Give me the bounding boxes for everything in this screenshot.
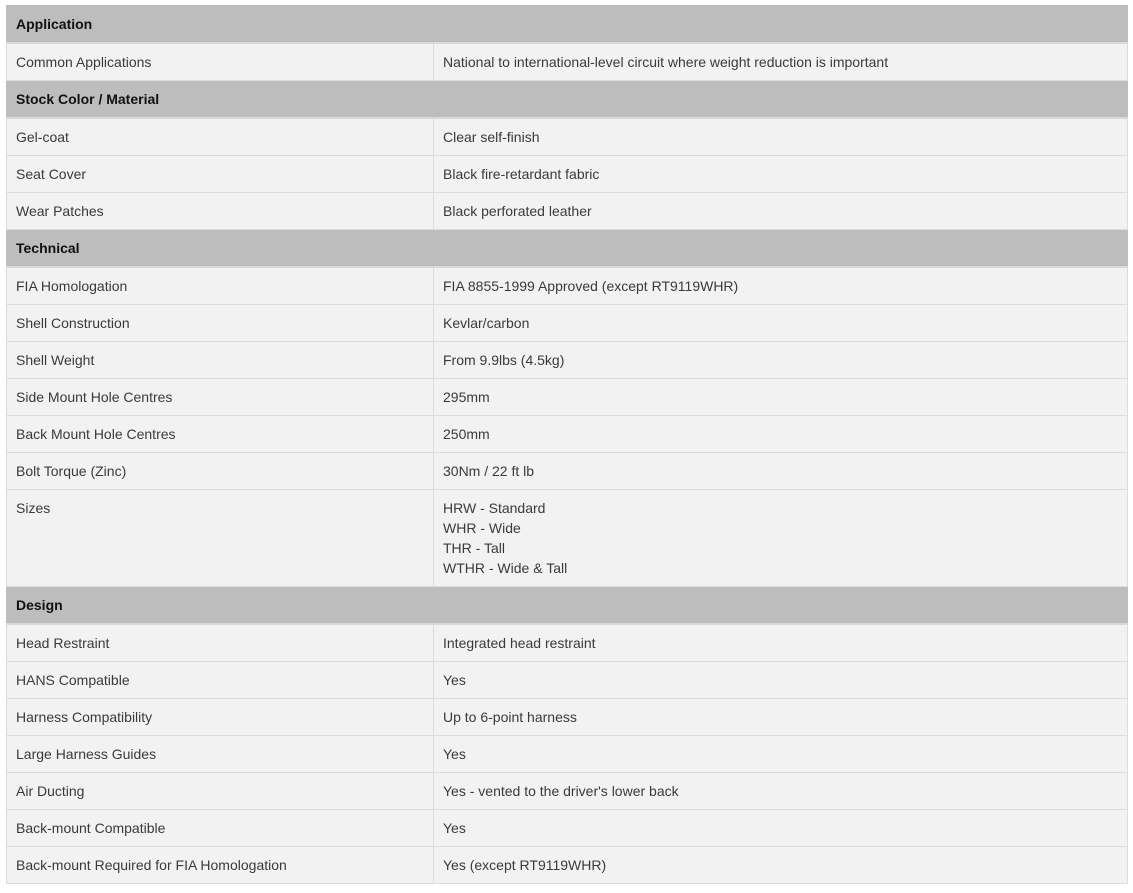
row-label: Air Ducting xyxy=(7,773,434,810)
row-value: Kevlar/carbon xyxy=(434,305,1128,342)
section-title: Technical xyxy=(7,230,1128,268)
row-label: Back Mount Hole Centres xyxy=(7,416,434,453)
section-header-application xyxy=(7,6,1128,44)
row-label: Shell Construction xyxy=(7,305,434,342)
row-label: Seat Cover xyxy=(7,156,434,193)
section-header-design xyxy=(7,587,1128,625)
table-row-sizes xyxy=(7,490,1128,587)
row-label: Bolt Torque (Zinc) xyxy=(7,453,434,490)
size-option: WHR - Wide xyxy=(443,520,521,536)
section-header-stock-color-material xyxy=(7,81,1128,119)
table-row xyxy=(7,342,1128,379)
table-row xyxy=(7,699,1128,736)
row-value: Yes (except RT9119WHR) xyxy=(434,847,1128,884)
row-value: Black perforated leather xyxy=(434,193,1128,230)
table-row xyxy=(7,810,1128,847)
row-label: Back-mount Compatible xyxy=(7,810,434,847)
row-value: From 9.9lbs (4.5kg) xyxy=(434,342,1128,379)
row-value: 295mm xyxy=(434,379,1128,416)
table-row xyxy=(7,624,1128,662)
row-value: 30Nm / 22 ft lb xyxy=(434,453,1128,490)
row-label: Harness Compatibility xyxy=(7,699,434,736)
row-value: National to international-level circuit where weight reduction is important xyxy=(434,43,1128,81)
row-value: Clear self-finish xyxy=(434,118,1128,156)
row-value: Yes - vented to the driver's lower back xyxy=(434,773,1128,810)
table-row xyxy=(7,193,1128,230)
table-row xyxy=(7,662,1128,699)
row-label: Gel-coat xyxy=(7,118,434,156)
row-value: Integrated head restraint xyxy=(434,624,1128,662)
row-label: HANS Compatible xyxy=(7,662,434,699)
row-label: Shell Weight xyxy=(7,342,434,379)
row-value: Yes xyxy=(434,736,1128,773)
table-row xyxy=(7,847,1128,884)
size-option: THR - Tall xyxy=(443,540,505,556)
row-value: Black fire-retardant fabric xyxy=(434,156,1128,193)
table-row xyxy=(7,736,1128,773)
table-row xyxy=(7,267,1128,305)
section-title: Design xyxy=(7,587,1128,625)
size-option: WTHR - Wide & Tall xyxy=(443,560,568,576)
row-value-sizes xyxy=(434,490,1128,587)
table-row xyxy=(7,379,1128,416)
row-value: Yes xyxy=(434,810,1128,847)
table-row xyxy=(7,416,1128,453)
row-value: FIA 8855-1999 Approved (except RT9119WHR) xyxy=(434,267,1128,305)
table-row xyxy=(7,156,1128,193)
row-label: Wear Patches xyxy=(7,193,434,230)
row-label: Sizes xyxy=(7,490,434,587)
row-label: Common Applications xyxy=(7,43,434,81)
row-value: Yes xyxy=(434,662,1128,699)
row-label: Head Restraint xyxy=(7,624,434,662)
row-label: Back-mount Required for FIA Homologation xyxy=(7,847,434,884)
table-row xyxy=(7,305,1128,342)
section-header-technical xyxy=(7,230,1128,268)
row-value: Up to 6-point harness xyxy=(434,699,1128,736)
spec-table-container xyxy=(6,5,1127,884)
spec-table xyxy=(6,5,1128,884)
table-row xyxy=(7,43,1128,81)
row-label: Large Harness Guides xyxy=(7,736,434,773)
row-label: FIA Homologation xyxy=(7,267,434,305)
table-row xyxy=(7,453,1128,490)
table-row xyxy=(7,773,1128,810)
size-option: HRW - Standard xyxy=(443,500,546,516)
row-label: Side Mount Hole Centres xyxy=(7,379,434,416)
section-title: Stock Color / Material xyxy=(7,81,1128,119)
section-title: Application xyxy=(7,6,1128,44)
row-value: 250mm xyxy=(434,416,1128,453)
table-row xyxy=(7,118,1128,156)
